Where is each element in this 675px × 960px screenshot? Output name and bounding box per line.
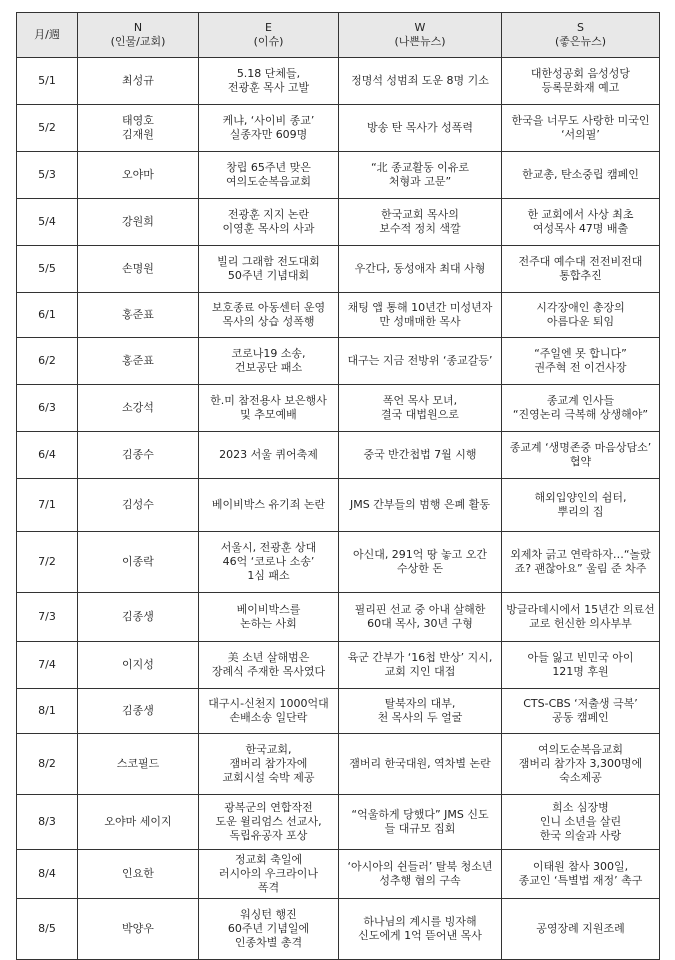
cell-text-line: 여의도순복음교회: [537, 742, 623, 756]
s-good-news-cell: [502, 479, 660, 532]
n-person-cell: [78, 58, 199, 105]
cell-text-line: 수상한 돈: [396, 562, 443, 575]
s-good-news-cell: [502, 795, 660, 850]
w-bad-news-cell: [339, 593, 502, 642]
s-good-news-cell: [502, 199, 660, 246]
cell-text-line: 방글라데시에서 15년간 의료선: [506, 602, 655, 616]
cell-text-line: 정명석 성범죄 도운 8명 기소: [351, 73, 489, 87]
e-issue-cell: [199, 899, 339, 960]
cell-text-line: 뿌리의 집: [557, 505, 604, 518]
week-cell: 5/2: [17, 105, 78, 152]
header-n: N (인물/교회): [78, 13, 199, 58]
e-issue-cell: [199, 795, 339, 850]
cell-text-line: 아신대, 291억 땅 놓고 오간: [352, 547, 488, 561]
cell-text-line: 이종락: [122, 554, 154, 568]
s-good-news-cell: [502, 152, 660, 199]
cell-text-line: 등록문화재 예고: [541, 81, 620, 94]
n-person-cell: [78, 479, 199, 532]
n-person-cell: [78, 689, 199, 734]
cell-text-line: 협약: [569, 455, 592, 468]
cell-text-line: 잼버리 참가자 3,300명에: [518, 756, 643, 770]
cell-text-line: 오야마 세이지: [104, 814, 172, 828]
cell-text-line: 한 교회에서 사상 최초: [527, 207, 634, 221]
table-row: [17, 432, 660, 479]
w-bad-news-cell: [339, 105, 502, 152]
s-good-news-cell: [502, 105, 660, 152]
w-bad-news-cell: [339, 850, 502, 899]
cell-text-line: 여의도순복음교회: [225, 175, 311, 188]
cell-text-line: ‘아시아의 쉰들러’ 탈북 청소년: [347, 859, 493, 873]
cell-text-line: 김재원: [122, 128, 154, 141]
w-bad-news-cell: [339, 432, 502, 479]
cell-text-line: “주일엔 못 합니다”: [534, 346, 627, 360]
e-issue-cell: [199, 338, 339, 385]
w-bad-news-cell: [339, 642, 502, 689]
cell-text-line: 대한성공회 음성성당: [530, 66, 631, 80]
cell-text-line: 폭격: [257, 881, 280, 895]
cell-text-line: 들 대규모 집회: [384, 822, 456, 835]
cell-text-line: 통합추진: [559, 269, 602, 282]
cell-text-line: JMS 간부들의 범행 은폐 활동: [350, 497, 490, 511]
cell-text-line: 필리핀 선교 중 아내 살해한: [354, 602, 486, 616]
n-person-cell: [78, 105, 199, 152]
header-row: [17, 13, 660, 58]
s-good-news-cell: [502, 246, 660, 293]
cell-text-line: 케냐, ‘사이비 종교’: [222, 113, 315, 127]
cell-text-line: 창립 65주년 맞은: [226, 160, 311, 174]
table-row: [17, 795, 660, 850]
n-person-cell: [78, 152, 199, 199]
table-body: [17, 58, 660, 960]
cell-text-line: 박양우: [122, 921, 154, 935]
table-row: [17, 246, 660, 293]
cell-text-line: 한국을 너무도 사랑한 미국인: [511, 113, 650, 127]
week-cell: 5/1: [17, 58, 78, 105]
cell-text-line: 강원희: [122, 214, 154, 228]
e-issue-cell: [199, 642, 339, 689]
e-issue-cell: [199, 593, 339, 642]
week-cell: 5/5: [17, 246, 78, 293]
e-issue-cell: [199, 385, 339, 432]
n-person-cell: [78, 734, 199, 795]
cell-text-line: 아름다운 퇴임: [546, 315, 615, 328]
cell-text-line: 실종자만 609명: [229, 128, 308, 141]
e-issue-cell: [199, 479, 339, 532]
n-person-cell: [78, 385, 199, 432]
table-row: [17, 479, 660, 532]
cell-text-line: 빌리 그래함 전도대회: [217, 254, 320, 268]
e-issue-cell: [199, 152, 339, 199]
s-good-news-cell: [502, 734, 660, 795]
cell-text-line: 인종차별 총격: [234, 936, 303, 950]
s-good-news-cell: [502, 532, 660, 593]
cell-text-line: 2023 서울 퀴어축제: [219, 447, 318, 461]
cell-text-line: 보수적 정치 색깔: [379, 222, 461, 235]
cell-text-line: 교회 지인 대접: [384, 665, 456, 678]
n-person-cell: [78, 593, 199, 642]
cell-text-line: 희소 심장병: [552, 800, 609, 814]
cell-text-line: 한국교회,: [245, 742, 292, 756]
cell-text-line: 목사의 상습 성폭행: [222, 315, 315, 328]
cell-text-line: 이영훈 목사의 사과: [222, 222, 315, 235]
cell-text-line: 논하는 사회: [240, 617, 297, 630]
w-bad-news-cell: [339, 152, 502, 199]
cell-text-line: 60대 목사, 30년 구형: [367, 617, 473, 630]
cell-text-line: 60주년 기념일에: [227, 921, 310, 935]
e-issue-cell: [199, 432, 339, 479]
cell-text-line: ‘서의필’: [561, 128, 600, 141]
news-schedule-table: [16, 12, 660, 960]
table-row: [17, 293, 660, 338]
cell-text-line: 잼버리 한국대원, 역차별 논란: [349, 756, 491, 770]
w-bad-news-cell: [339, 899, 502, 960]
cell-text-line: 최성규: [122, 73, 154, 87]
cell-text-line: 한국 의술과 사랑: [539, 829, 622, 843]
s-good-news-cell: [502, 58, 660, 105]
n-person-cell: [78, 795, 199, 850]
cell-text-line: 독립유공자 포상: [229, 829, 308, 843]
cell-text-line: 김종수: [122, 447, 154, 461]
e-issue-cell: [199, 246, 339, 293]
cell-text-line: 홍준표: [122, 307, 154, 321]
n-person-cell: [78, 899, 199, 960]
cell-text-line: 이지성: [122, 657, 154, 671]
n-person-cell: [78, 850, 199, 899]
cell-text-line: 여성목사 47명 배출: [532, 222, 629, 235]
cell-text-line: 만 성매매한 목사: [379, 315, 461, 328]
cell-text-line: 공동 캠페인: [552, 711, 609, 724]
w-bad-news-cell: [339, 532, 502, 593]
cell-text-line: 보호종료 아동센터 운영: [211, 300, 326, 314]
w-bad-news-cell: [339, 689, 502, 734]
cell-text-line: 아들 잃고 빈민국 아이: [527, 650, 634, 664]
week-cell: 8/3: [17, 795, 78, 850]
s-good-news-cell: [502, 689, 660, 734]
cell-text-line: 종교계 인사들: [546, 393, 615, 407]
cell-text-line: 워싱턴 행진: [240, 907, 297, 921]
table-row: [17, 850, 660, 899]
table-row: [17, 642, 660, 689]
table-row: [17, 105, 660, 152]
e-issue-cell: [199, 850, 339, 899]
n-person-cell: [78, 246, 199, 293]
header-s: S (좋은뉴스): [502, 13, 660, 58]
cell-text-line: 숙소제공: [559, 771, 602, 785]
cell-text-line: 공영장례 지원조례: [536, 921, 625, 935]
cell-text-line: 우간다, 동성애자 최대 사형: [354, 261, 486, 275]
header-e: E (이슈): [199, 13, 339, 58]
table-row: [17, 899, 660, 960]
cell-text-line: 하나님의 계시를 빙자해: [363, 914, 477, 928]
cell-text-line: 신도에게 1억 뜯어낸 목사: [358, 929, 482, 942]
table-row: [17, 593, 660, 642]
cell-text-line: 죠? 괜찮아요” 울림 준 차주: [514, 562, 647, 575]
cell-text-line: 손배소송 일단락: [229, 711, 308, 724]
cell-text-line: 건보공단 패소: [234, 361, 303, 374]
table-row: [17, 152, 660, 199]
week-cell: 5/4: [17, 199, 78, 246]
cell-text-line: CTS-CBS ‘저출생 극복’: [523, 696, 638, 710]
table-row: [17, 199, 660, 246]
cell-text-line: “北 종교활동 이유로: [370, 160, 470, 174]
w-bad-news-cell: [339, 338, 502, 385]
cell-text-line: 및 추모예배: [240, 408, 297, 421]
w-bad-news-cell: [339, 795, 502, 850]
cell-text-line: 전주대 예수대 전전비전대: [518, 254, 643, 268]
table-row: [17, 734, 660, 795]
s-good-news-cell: [502, 293, 660, 338]
s-good-news-cell: [502, 432, 660, 479]
e-issue-cell: [199, 532, 339, 593]
week-cell: 6/2: [17, 338, 78, 385]
cell-text-line: 채팅 앱 통해 10년간 미성년자: [347, 300, 493, 314]
cell-text-line: 방송 탄 목사가 성폭력: [366, 120, 474, 134]
w-bad-news-cell: [339, 246, 502, 293]
week-cell: 6/4: [17, 432, 78, 479]
cell-text-line: 태영호: [122, 113, 154, 127]
cell-text-line: 결국 대법원으로: [381, 408, 459, 421]
week-cell: 7/4: [17, 642, 78, 689]
cell-text-line: 종교인 ‘특별법 재정’ 촉구: [518, 874, 643, 887]
week-cell: 8/5: [17, 899, 78, 960]
table-row: [17, 385, 660, 432]
s-good-news-cell: [502, 338, 660, 385]
cell-text-line: 전광훈 지지 논란: [227, 207, 310, 221]
cell-text-line: 장례식 주재한 목사였다: [211, 665, 326, 678]
e-issue-cell: [199, 293, 339, 338]
cell-text-line: 베이비박스를: [236, 602, 301, 616]
s-good-news-cell: [502, 642, 660, 689]
cell-text-line: 이태원 참사 300일,: [532, 859, 629, 873]
n-person-cell: [78, 338, 199, 385]
cell-text-line: 서울시, 전광훈 상대: [220, 540, 317, 554]
cell-text-line: 121명 후원: [552, 665, 609, 678]
cell-text-line: 한.미 참전용사 보은행사: [210, 393, 327, 407]
w-bad-news-cell: [339, 385, 502, 432]
cell-text-line: 대구는 지금 전방위 ‘종교갈등’: [347, 353, 493, 367]
table-row: [17, 58, 660, 105]
w-bad-news-cell: [339, 58, 502, 105]
e-issue-cell: [199, 689, 339, 734]
cell-text-line: 김종생: [122, 609, 154, 623]
week-cell: 8/2: [17, 734, 78, 795]
cell-text-line: “억울하게 당했다” JMS 신도: [351, 807, 489, 821]
cell-text-line: 성추행 혐의 구속: [379, 874, 461, 887]
s-good-news-cell: [502, 899, 660, 960]
cell-text-line: “진영논리 극복해 상생해야”: [512, 408, 649, 421]
cell-text-line: 김성수: [122, 497, 154, 511]
cell-text-line: 베이비박스 유기죄 논란: [211, 497, 326, 511]
cell-text-line: 도운 윌리엄스 선교사,: [215, 814, 322, 828]
w-bad-news-cell: [339, 479, 502, 532]
cell-text-line: 잼버리 참가자에: [229, 756, 308, 770]
cell-text-line: 46억 ‘코로나 소송’: [222, 554, 315, 568]
week-cell: 7/2: [17, 532, 78, 593]
week-cell: 6/1: [17, 293, 78, 338]
cell-text-line: 교로 헌신한 의사부부: [529, 617, 632, 630]
cell-text-line: 대구시-신천지 1000억대: [208, 696, 329, 710]
cell-text-line: 인요한: [122, 866, 154, 880]
cell-text-line: 중국 반간첩법 7월 시행: [363, 447, 477, 461]
cell-text-line: 천 목사의 두 얼굴: [377, 711, 463, 724]
cell-text-line: 김종생: [122, 703, 154, 717]
cell-text-line: 한국교회 목사의: [381, 207, 459, 221]
cell-text-line: 외제차 긁고 연락하자…“놀랐: [510, 547, 651, 561]
cell-text-line: 러시아의 우크라이나: [218, 866, 319, 880]
e-issue-cell: [199, 734, 339, 795]
table-row: [17, 338, 660, 385]
cell-text-line: 5.18 단체들,: [236, 66, 301, 80]
cell-text-line: 종교계 ‘생명존중 마음상담소’: [509, 440, 652, 454]
e-issue-cell: [199, 58, 339, 105]
s-good-news-cell: [502, 385, 660, 432]
e-issue-cell: [199, 199, 339, 246]
cell-text-line: 폭언 목사 모녀,: [382, 393, 458, 407]
week-cell: 8/4: [17, 850, 78, 899]
cell-text-line: 코로나19 소송,: [231, 346, 306, 360]
cell-text-line: 인니 소년을 살린: [539, 814, 622, 828]
table-row: [17, 689, 660, 734]
cell-text-line: 해외입양인의 쉼터,: [534, 490, 627, 504]
cell-text-line: 육군 간부가 ‘16첩 반상’ 지시,: [347, 650, 493, 664]
cell-text-line: 처형과 고문”: [388, 175, 452, 188]
header-w: W (나쁜뉴스): [339, 13, 502, 58]
n-person-cell: [78, 293, 199, 338]
schedule-table-container: [16, 12, 660, 960]
s-good-news-cell: [502, 593, 660, 642]
cell-text-line: 전광훈 목사 고발: [227, 81, 310, 94]
week-cell: 7/1: [17, 479, 78, 532]
cell-text-line: 탈북자의 대부,: [384, 696, 456, 710]
table-row: [17, 532, 660, 593]
n-person-cell: [78, 532, 199, 593]
cell-text-line: 시각장애인 총장의: [536, 300, 625, 314]
n-person-cell: [78, 432, 199, 479]
cell-text-line: 손명원: [122, 261, 154, 275]
s-good-news-cell: [502, 850, 660, 899]
w-bad-news-cell: [339, 734, 502, 795]
cell-text-line: 광복군의 연합작전: [224, 800, 313, 814]
cell-text-line: 한교총, 탄소중립 캠페인: [522, 167, 639, 181]
header-week: 月/週: [17, 13, 78, 58]
cell-text-line: 권주혁 전 이건사장: [534, 361, 627, 374]
n-person-cell: [78, 199, 199, 246]
cell-text-line: 오야마: [122, 167, 154, 181]
cell-text-line: 교회시설 숙박 제공: [222, 771, 315, 785]
week-cell: 7/3: [17, 593, 78, 642]
cell-text-line: 소강석: [122, 400, 154, 414]
week-cell: 8/1: [17, 689, 78, 734]
week-cell: 5/3: [17, 152, 78, 199]
w-bad-news-cell: [339, 199, 502, 246]
cell-text-line: 美 소년 살해범은: [227, 650, 310, 664]
cell-text-line: 정교회 축일에: [234, 852, 303, 866]
e-issue-cell: [199, 105, 339, 152]
cell-text-line: 홍준표: [122, 353, 154, 367]
cell-text-line: 50주년 기념대회: [227, 269, 310, 282]
n-person-cell: [78, 642, 199, 689]
w-bad-news-cell: [339, 293, 502, 338]
week-cell: 6/3: [17, 385, 78, 432]
cell-text-line: 1심 패소: [247, 569, 290, 583]
cell-text-line: 스코필드: [116, 756, 160, 770]
